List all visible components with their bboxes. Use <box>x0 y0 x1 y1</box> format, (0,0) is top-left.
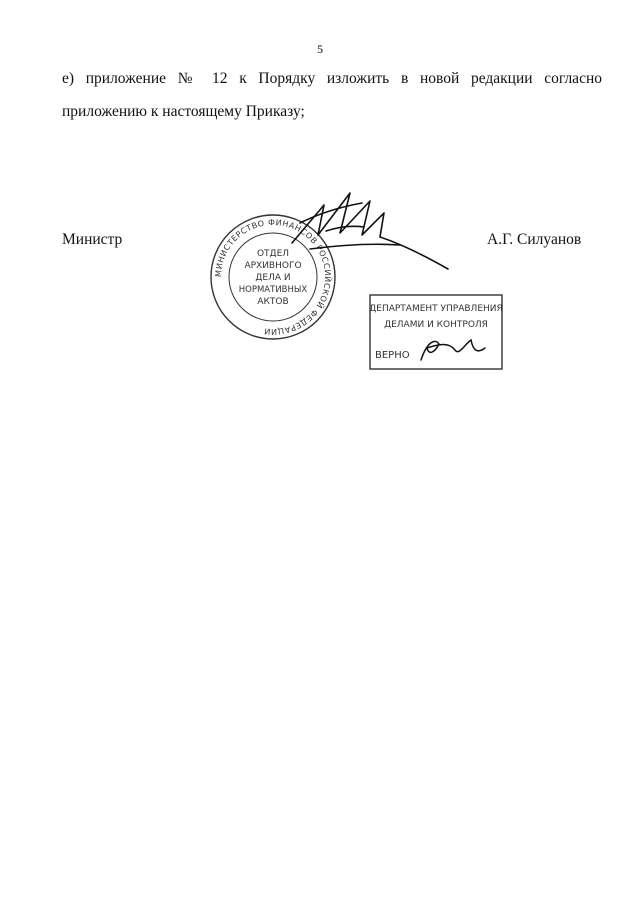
stamp-subdivision: ДЕЛАМИ И КОНТРОЛЯ <box>384 320 488 330</box>
paragraph-line-2: приложению к настоящему Приказу; <box>62 103 305 120</box>
initials-signature <box>421 340 485 360</box>
stamp-department: ДЕПАРТАМЕНТ УПРАВЛЕНИЯ <box>369 304 503 314</box>
signatory-title: Министр <box>62 231 123 248</box>
seal-line-3: ДЕЛА И <box>255 273 291 283</box>
paragraph-line-1: е) приложение № 12 к Порядку изложить в новой редакции согласно <box>62 70 602 87</box>
seal-line-2: АРХИВНОГО <box>244 261 302 271</box>
page-number: 5 <box>317 42 323 56</box>
seal-line-4: НОРМАТИВНЫХ <box>238 285 308 295</box>
seal-line-1: ОТДЕЛ <box>256 249 290 259</box>
certification-stamp <box>369 294 503 370</box>
seal-ring-text: МИНИСТЕРСТВО ФИНАНСОВ РОССИЙСКОЙ ФЕДЕРАЦИИ <box>213 217 333 337</box>
handwritten-signature <box>280 183 460 279</box>
signatory-name: А.Г. Силуанов <box>487 231 582 248</box>
seal-line-5: АКТОВ <box>257 297 289 307</box>
stamp-verified-label: ВЕРНО <box>375 350 410 361</box>
